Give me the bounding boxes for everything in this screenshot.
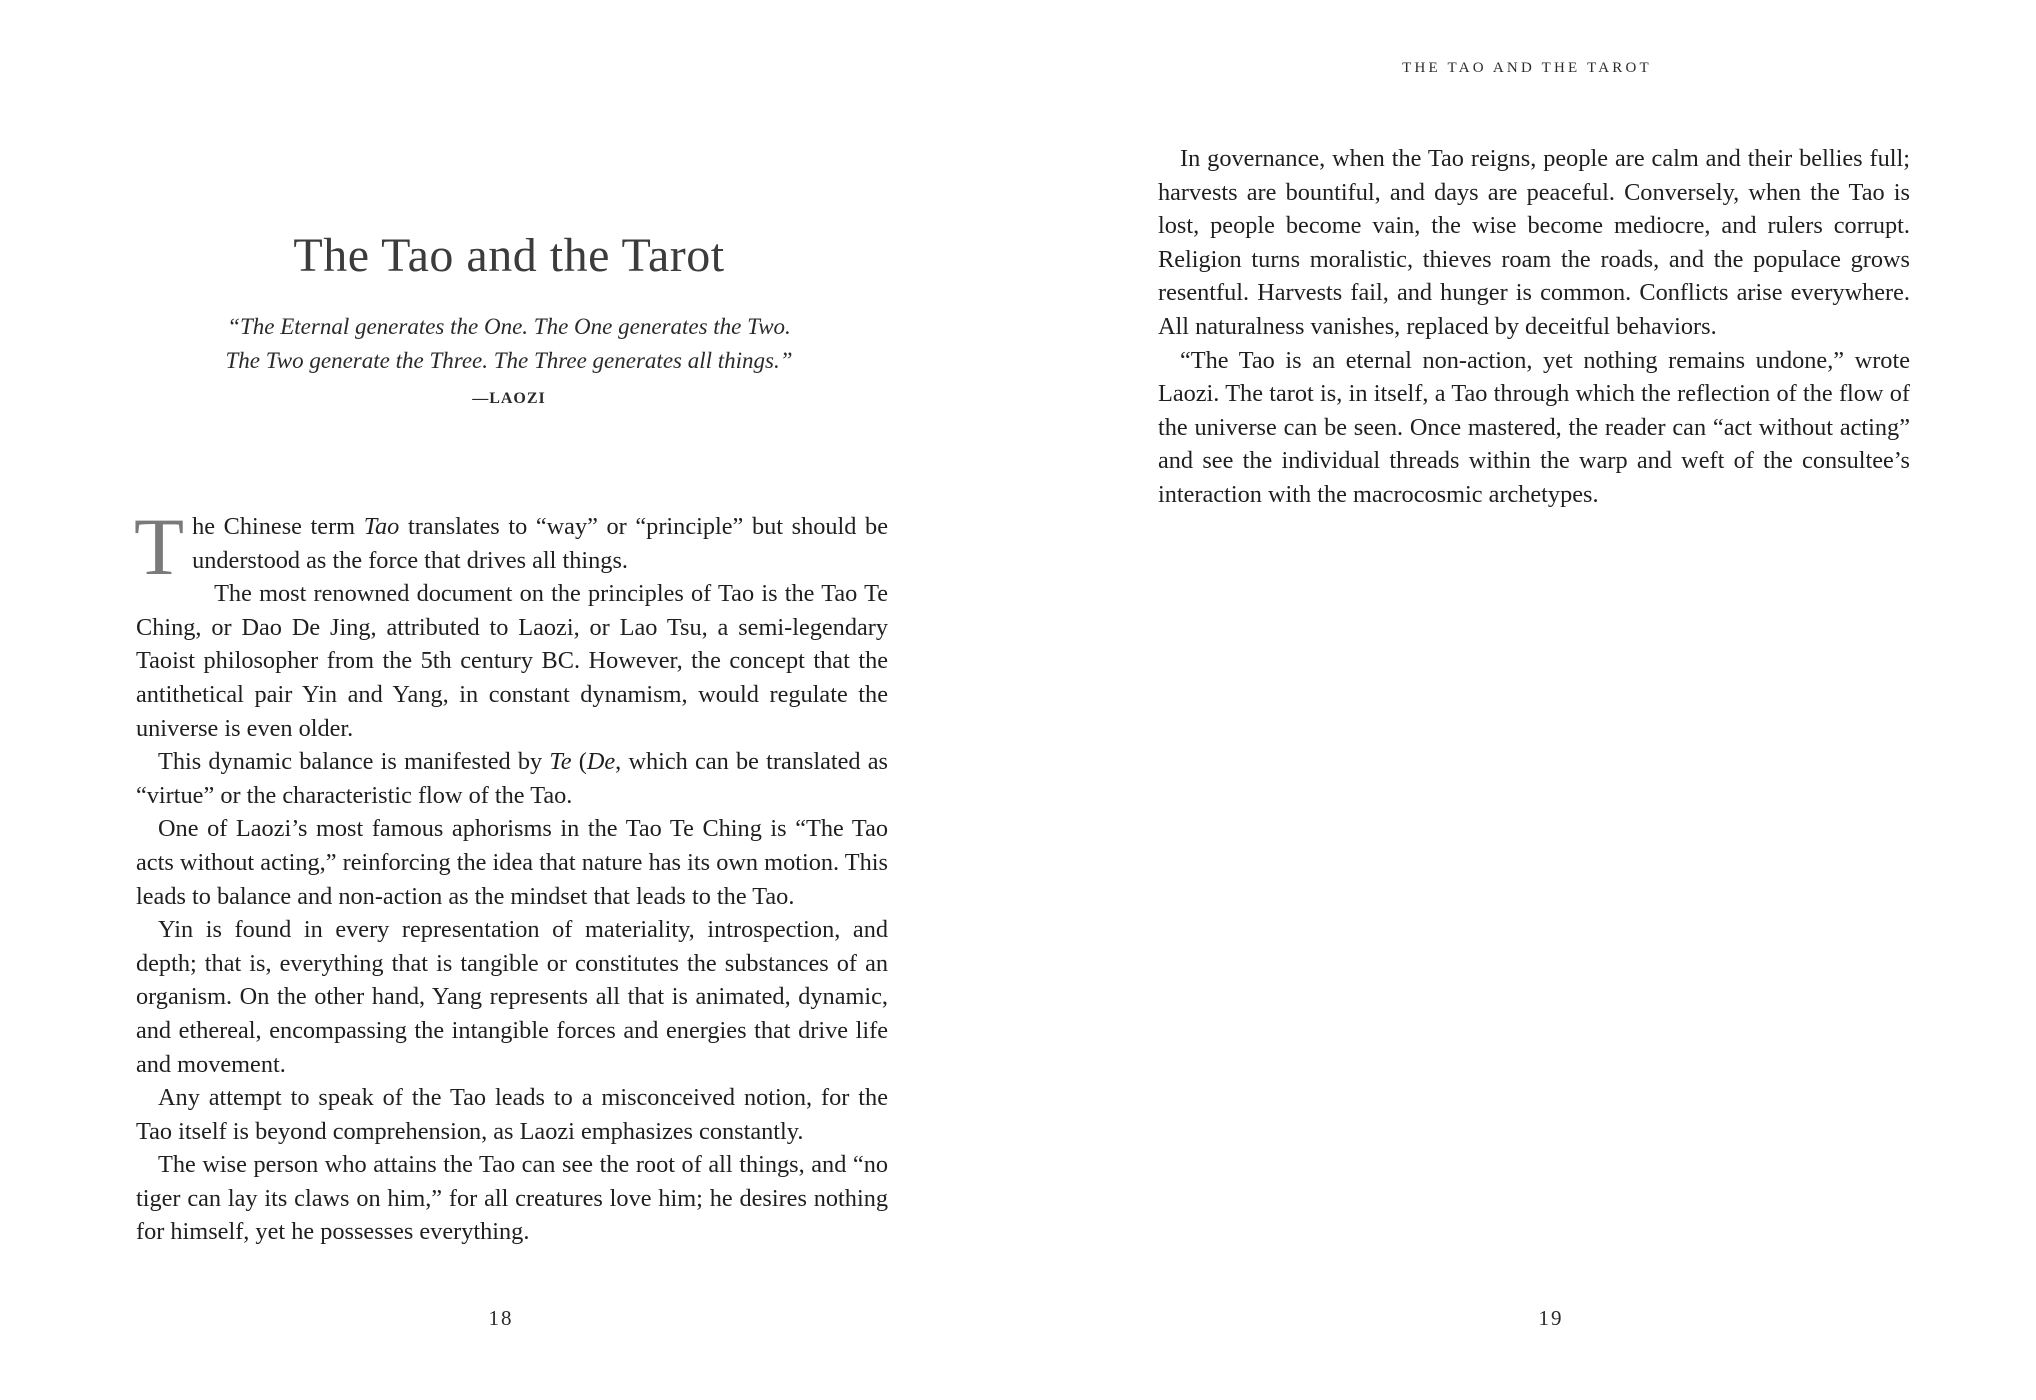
paragraph-text: , which can be translated as “virtue” or the characteristic flow of the Tao. [136,748,888,809]
paragraph: The most renowned document on the principles of Tao is the Tao Te Ching, or Dao De Jing, attributed to Laozi, or Lao Tsu, a semi-legendary Taoist philosopher from the 5th century BC. However, the concept that the antithetical pair Yin and Yang, in constant dynamism, would regulate the universe is even older. [136,580,888,742]
drop-cap: T [134,501,185,592]
paragraph: Any attempt to speak of the Tao leads to a misconceived notion, for the Tao itself is beyond comprehension, as Laozi emphasizes constantly. [136,1084,888,1145]
paragraph-text: translates to “way” or “principle” but should be understood as the force that drives all things. [192,513,888,574]
paragraph [136,745,888,812]
paragraph-text: ( [571,748,587,776]
page-number: 18 [488,1306,514,1330]
paragraph: “The Tao is an eternal non-action, yet nothing remains undone,” wrote Laozi. The tarot is, in itself, a Tao through which the reflection of the flow of the universe can be seen. Once mastered, the reader can “act without acting” and see the individual threads within the warp and weft of the consultee’s interaction with the macrocosmic archetypes. [1158,346,1910,508]
paragraph: Yin is found in every representation of materiality, introspection, and depth; that is, everything that is tangible or constitutes the substances of an organism. On the other hand, Yang represents all that is animated, dynamic, and ethereal, encompassing the intangible forces and energies that drive life and movement. [136,916,888,1078]
italic-term: De [586,748,616,776]
paragraph-text: he Chinese term [192,513,364,540]
left-body-text [134,501,888,1249]
italic-term: Tao [363,513,400,540]
paragraph: One of Laozi’s most famous aphorisms in the Tao Te Ching is “The Tao acts without acting,” reinforcing the idea that nature has its own motion. This leads to balance and non-action as the mindset that leads to the Tao. [136,815,888,910]
paragraph [134,501,888,592]
paragraph: The wise person who attains the Tao can see the root of all things, and “no tiger can lay its claws on him,” for all creatures love him; he desires nothing for himself, yet he possesses everything. [136,1151,888,1246]
right-body-text [1158,142,1910,512]
epigraph-line-2: The Two generate the Three. The Three generates all things.” [225,348,793,373]
epigraph [0,310,1018,408]
epigraph-attribution: —LAOZI [472,390,546,407]
epigraph-line-1: “The Eternal generates the One. The One generates the Two. [227,314,791,339]
italic-term: Te [549,748,572,776]
paragraph: In governance, when the Tao reigns, people are calm and their bellies full; harvests are bountiful, and days are peaceful. Conversely, when the Tao is lost, people become vain, the wise become mediocre, and rulers corrupt. Religion turns moralistic, thieves roam the roads, and the populace grows resentful. Harvests fail, and hunger is common. Conflicts arise everywhere. All naturalness vanishes, replaced by deceitful behaviors. [1158,145,1910,340]
right-page [1018,0,2036,1400]
running-head: THE TAO AND THE TAROT [1402,60,1652,76]
paragraph-text: This dynamic balance is manifested by [158,748,550,776]
page-number: 19 [1538,1306,1564,1330]
chapter-title: The Tao and the Tarot [293,229,725,282]
